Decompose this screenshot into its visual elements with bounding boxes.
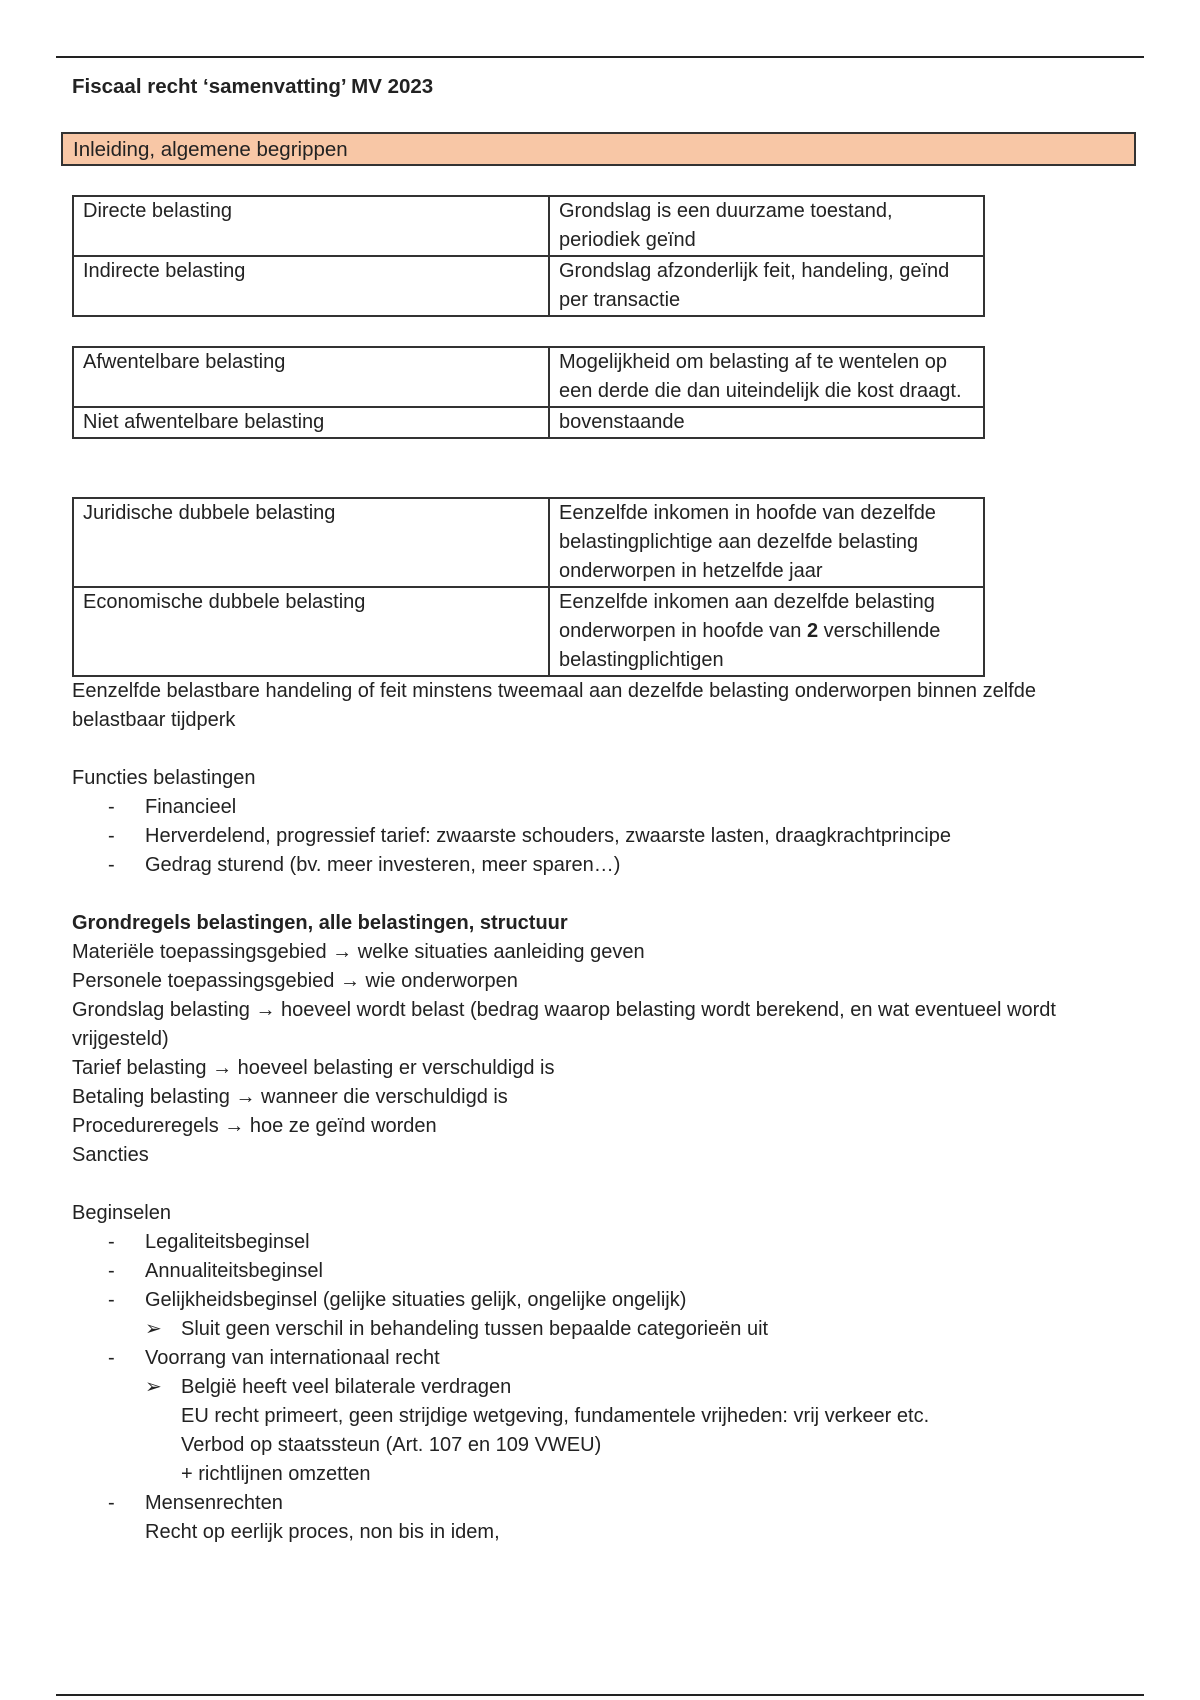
spacer <box>72 1170 1132 1199</box>
sub-list-item <box>145 1373 1132 1402</box>
term-cell: Economische dubbele belasting <box>73 587 549 676</box>
grondregel-line: Tarief belasting → hoeveel belasting er verschuldigd is <box>72 1057 555 1079</box>
list-item <box>72 1286 1132 1344</box>
bottom-rule <box>56 1694 1144 1696</box>
definition-cell: bovenstaande <box>549 407 984 438</box>
list-item-text: Gedrag sturend (bv. meer investeren, meer sparen…) <box>145 854 621 876</box>
table-row <box>73 587 984 676</box>
definition-bold-number: 2 <box>806 620 819 642</box>
table-row <box>73 347 984 407</box>
list-item <box>72 1228 1132 1257</box>
dash-bullet: - <box>108 1260 115 1282</box>
continuation-line: Verbod op staatssteun (Art. 107 en 109 VWEU) <box>181 1434 602 1456</box>
term-cell: Indirecte belasting <box>73 256 549 316</box>
table-row <box>73 256 984 316</box>
dash-bullet: - <box>108 825 115 847</box>
list-item-text: Voorrang van internationaal recht <box>145 1347 440 1369</box>
grondregel-line: Betaling belasting → wanneer die verschuldigd is <box>72 1086 508 1108</box>
beginselen-heading: Beginselen <box>72 1202 171 1224</box>
definition-cell: Grondslag is een duurzame toestand, periodiek geïnd <box>549 196 984 256</box>
table-row <box>73 498 984 587</box>
definition-cell: Eenzelfde inkomen in hoofde van dezelfde belastingplichtige aan dezelfde belasting onderworpen in hetzelfde jaar <box>549 498 984 587</box>
grondregel-line: Personele toepassingsgebied → wie onderworpen <box>72 970 518 992</box>
table-row <box>73 407 984 438</box>
grondregel-line: Procedureregels → hoe ze geïnd worden <box>72 1115 437 1137</box>
continuation-line: Recht op eerlijk proces, non bis in idem, <box>145 1521 500 1543</box>
term-cell: Juridische dubbele belasting <box>73 498 549 587</box>
term-cell: Afwentelbare belasting <box>73 347 549 407</box>
list-item <box>72 822 1132 851</box>
term-cell: Niet afwentelbare belasting <box>73 407 549 438</box>
list-item <box>72 1257 1132 1286</box>
grondregel-line: Materiële toepassingsgebied → welke situaties aanleiding geven <box>72 941 645 963</box>
section-header: Inleiding, algemene begrippen <box>61 132 1136 166</box>
definition-cell: Grondslag afzonderlijk feit, handeling, geïnd per transactie <box>549 256 984 316</box>
list-item <box>72 1344 1132 1489</box>
list-item-text: Annualiteitsbeginsel <box>145 1260 323 1282</box>
list-item <box>72 851 1132 880</box>
dash-bullet: - <box>108 1231 115 1253</box>
double-tax-note: Eenzelfde belastbare handeling of feit minstens tweemaal aan dezelfde belasting onderworpen binnen zelfde belastbaar tijdperk <box>72 680 1036 731</box>
list-item-text: Legaliteitsbeginsel <box>145 1231 310 1253</box>
list-item <box>72 793 1132 822</box>
dash-bullet: - <box>108 1492 115 1514</box>
grondregel-line: Sancties <box>72 1144 149 1166</box>
list-item-text: Herverdelend, progressief tarief: zwaarste schouders, zwaarste lasten, draagkrachtprincipe <box>145 825 951 847</box>
definition-table-dubbele-belasting <box>72 497 985 677</box>
list-item-text: Gelijkheidsbeginsel (gelijke situaties gelijk, ongelijke ongelijk) <box>145 1289 687 1311</box>
sub-list-item-text: België heeft veel bilaterale verdragen <box>181 1376 512 1398</box>
continuation-line: + richtlijnen omzetten <box>181 1463 371 1485</box>
grondregel-line: Grondslag belasting → hoeveel wordt belast (bedrag waarop belasting wordt berekend, en wat eventueel wordt vrijgesteld) <box>72 999 1056 1050</box>
arrow-bullet-icon: ➢ <box>145 1376 162 1398</box>
definition-table-direct-indirect <box>72 195 985 317</box>
table-row <box>73 196 984 256</box>
grondregels-heading: Grondregels belastingen, alle belastingen, structuur <box>72 912 568 934</box>
definition-text: Eenzelfde inkomen aan dezelfde belasting onderworpen in hoofde van <box>559 591 935 642</box>
definition-text: verschillende belastingplichtigen <box>559 620 941 671</box>
top-rule <box>56 56 1144 58</box>
spacer <box>72 735 1132 764</box>
sub-list-item-text: Sluit geen verschil in behandeling tussen bepaalde categorieën uit <box>181 1318 769 1340</box>
functions-heading: Functies belastingen <box>72 767 256 789</box>
list-item <box>72 1489 1132 1547</box>
continuation-line: EU recht primeert, geen strijdige wetgeving, fundamentele vrijheden: vrij verkeer etc. <box>181 1405 930 1427</box>
definition-cell <box>549 587 984 676</box>
spacer <box>72 880 1132 909</box>
definition-table-afwentelbaar <box>72 346 985 439</box>
document-title: Fiscaal recht ‘samenvatting’ MV 2023 <box>72 75 434 98</box>
sub-list-item <box>145 1315 1132 1344</box>
beginselen-list <box>72 1228 1132 1547</box>
dash-bullet: - <box>108 796 115 818</box>
definition-cell: Mogelijkheid om belasting af te wentelen op een derde die dan uiteindelijk die kost draagt. <box>549 347 984 407</box>
document-body <box>72 72 1132 1547</box>
list-item-text: Financieel <box>145 796 237 818</box>
dash-bullet: - <box>108 854 115 876</box>
sub-list <box>145 1373 1132 1402</box>
term-cell: Directe belasting <box>73 196 549 256</box>
arrow-bullet-icon: ➢ <box>145 1318 162 1340</box>
functions-list <box>72 793 1132 880</box>
sub-list <box>145 1315 1132 1344</box>
dash-bullet: - <box>108 1289 115 1311</box>
list-item-text: Mensenrechten <box>145 1492 283 1514</box>
dash-bullet: - <box>108 1347 115 1369</box>
